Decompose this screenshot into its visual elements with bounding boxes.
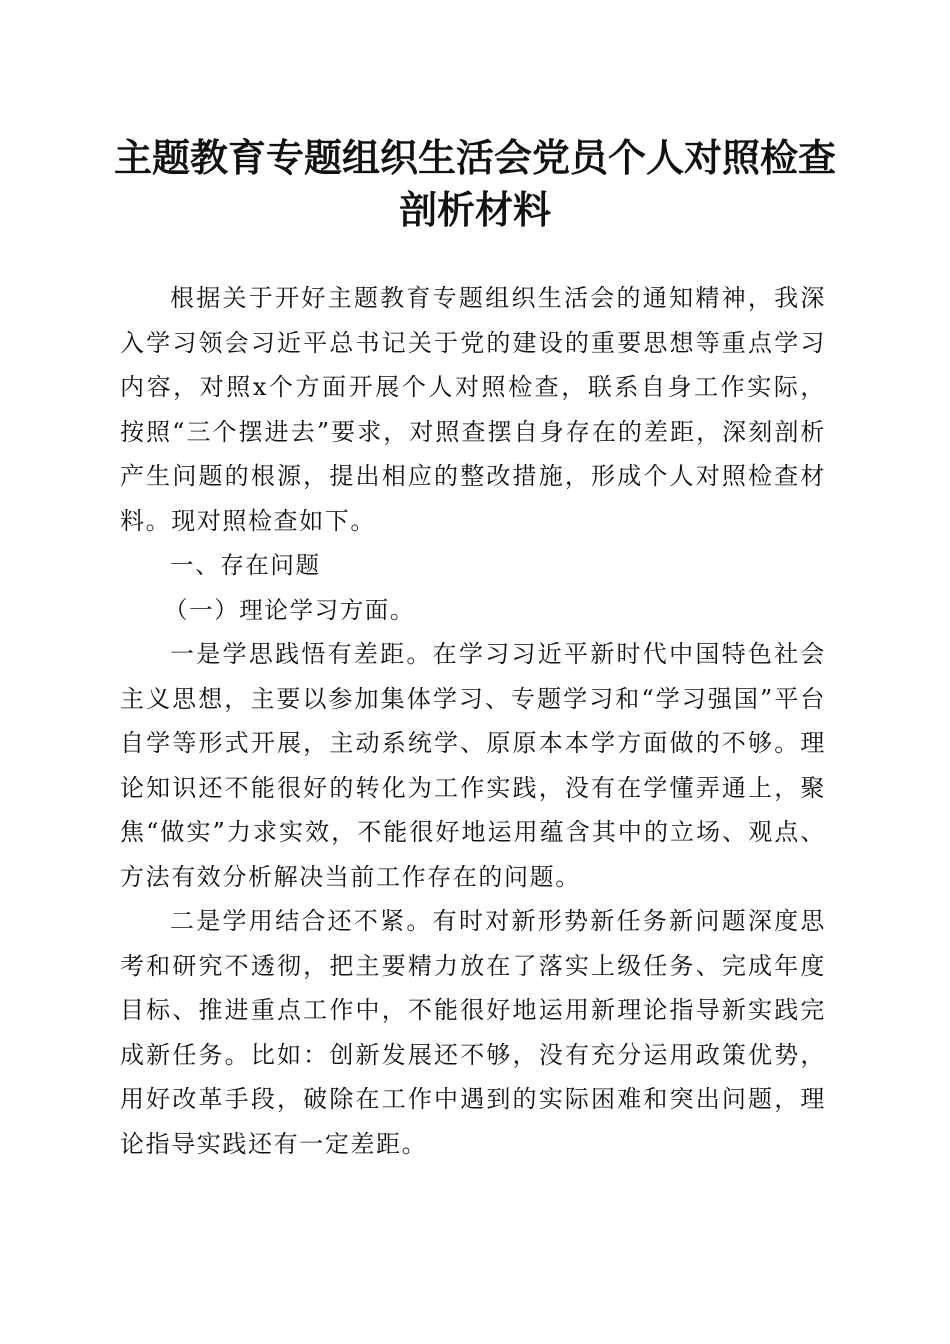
subsection-heading: （一）理论学习方面。 <box>164 595 415 624</box>
point-two-paragraph <box>120 899 826 1166</box>
intro-paragraph: 根据关于开好主题教育专题组织生活会的通知精神，我深入学习领会习近平总书记关于党的建设的重要思想等重点学习内容，对照x个方面开展个人对照检查，联系自身工作实际，按照“三个摆进去”要求，对照查摆自身存在的差距，深刻剖析产生问题的根源，提出相应的整改措施，形成个人对照检查材料。现对照检查如下。 <box>120 284 826 535</box>
document-body <box>120 276 826 1166</box>
point-two-lead: 二是学用结合还不紧。 <box>170 907 433 935</box>
point-one-text: 在学习习近平新时代中国特色社会主义思想，主要以参加集体学习、专题学习和“学习强国”平台自学等形式开展，主动系统学、原原本本学方面做的不够。理论知识还不能很好的转化为工作实践，没有在学懂弄通上，聚焦“做实”力求实效，不能很好地运用蕴含其中的立场、观点、方法有效分析解决当前工作存在的问题。 <box>120 640 827 891</box>
document-title: 主题教育专题组织生活会党员个人对照检查剖析材料 <box>113 135 836 232</box>
point-one-paragraph <box>120 632 826 899</box>
point-one-lead: 一是学思践悟有差距。 <box>170 640 433 668</box>
point-two-text: 有时对新形势新任务新问题深度思考和研究不透彻，把主要精力放在了落实上级任务、完成年度目标、推进重点工作中，不能很好地运用新理论指导新实践完成新任务。比如：创新发展还不够，没有充分运用政策优势，用好改革手段，破除在工作中遇到的实际困难和突出问题，理论指导实践还有一定差距。 <box>120 907 827 1158</box>
section-heading: 一、存在问题 <box>170 551 321 579</box>
